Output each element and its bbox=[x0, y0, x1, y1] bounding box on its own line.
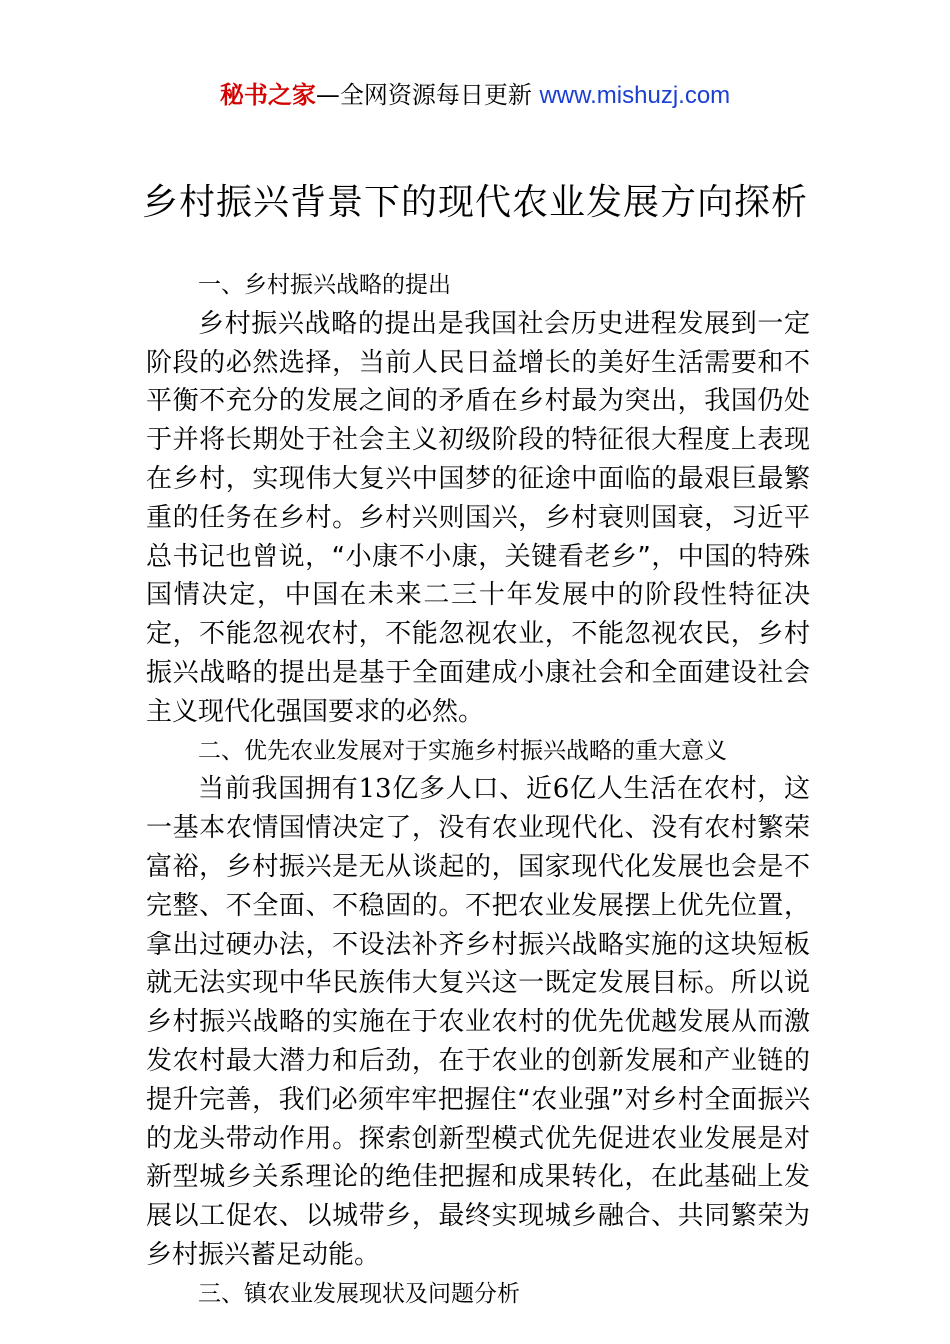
paragraph-text: 当前我国拥有 bbox=[198, 774, 359, 805]
paragraph-text: 亿人生活在农村，这一基本农情国情决定了，没有农业现代化、没有农村繁荣富裕，乡村振兴是无从谈起的，国家现代化发展也会是不完整、不全面、不稳固的。不把农业发展摆上优先位置，拿出过硬办法，不设法补齐乡村振兴战略实施的这块短板就无法实现中华民族伟大复兴这一既定发展目标。所以说乡村振兴战略的实施在于农业农村的优先优越发展从而激发农村最大潜力和后劲，在于农业的创新发展和产业链的提升完善，我们必须牢牢把握住“农业强”对乡村全面振兴的龙头带动作用。探索创新型模式优先促进农业发展是对新型城乡关系理论的绝佳把握和成果转化，在此基础上发展以工促农、以城带乡，最终实现城乡融合、共同繁荣为乡村振兴蓄足动能。 bbox=[146, 774, 810, 1270]
document-title: 乡村振兴背景下的现代农业发展方向探析 bbox=[141, 182, 808, 223]
site-header bbox=[0, 78, 950, 113]
site-tagline: —全网资源每日更新 bbox=[315, 81, 532, 109]
site-brand: 秘书之家 bbox=[219, 81, 316, 109]
rural-population-number: 6 bbox=[552, 774, 570, 805]
population-number: 13 bbox=[358, 774, 392, 805]
document-body bbox=[146, 266, 810, 1314]
section-heading-3: 三、镇农业发展现状及问题分析 bbox=[198, 1280, 520, 1307]
site-url-link[interactable]: www.mishuzj.com bbox=[539, 82, 731, 109]
section-paragraph-1: 乡村振兴战略的提出是我国社会历史进程发展到一定阶段的必然选择，当前人民日益增长的美好生活需要和不平衡不充分的发展之间的矛盾在乡村最为突出，我国仍处于并将长期处于社会主义初级阶段的特征很大程度上表现在乡村，实现伟大复兴中国梦的征途中面临的最艰巨最繁重的任务在乡村。乡村兴则国兴，乡村衰则国衰，习近平总书记也曾说，“小康不小康，关键看老乡”，中国的特殊国情决定，中国在未来二三十年发展中的阶段性特征决定，不能忽视农村，不能忽视农业，不能忽视农民，乡村振兴战略的提出是基于全面建成小康社会和全面建设社会主义现代化强国要求的必然。 bbox=[146, 308, 810, 727]
section-heading-2: 二、优先农业发展对于实施乡村振兴战略的重大意义 bbox=[198, 737, 727, 764]
paragraph-text: 亿多人口、近 bbox=[391, 774, 553, 805]
section-paragraph-2 bbox=[146, 770, 810, 1274]
section-heading-1: 一、乡村振兴战略的提出 bbox=[198, 272, 451, 298]
